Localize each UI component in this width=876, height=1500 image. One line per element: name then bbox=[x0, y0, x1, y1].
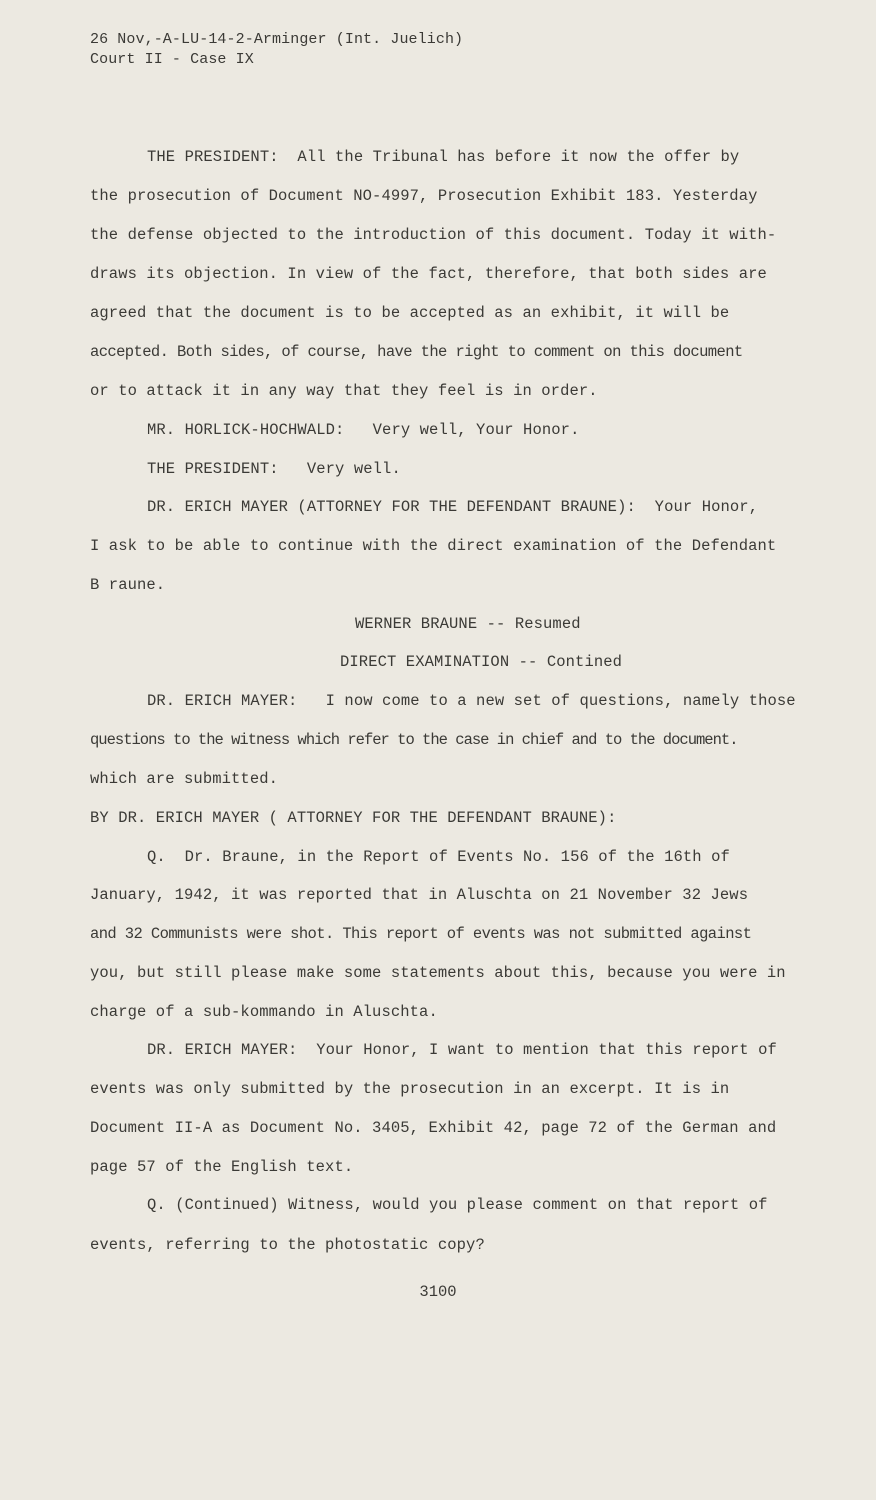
text-line: Q. (Continued) Witness, would you please comment on that report of bbox=[147, 1196, 768, 1214]
text-line: THE PRESIDENT: All the Tribunal has before it now the offer by bbox=[147, 148, 740, 166]
text-line: accepted. Both sides, of course, have the right to comment on this document bbox=[90, 343, 743, 361]
text-line: Document II-A as Document No. 3405, Exhibit 42, page 72 of the German and bbox=[90, 1119, 777, 1137]
text-line: or to attack it in any way that they feel is in order. bbox=[90, 382, 598, 400]
section-heading: WERNER BRAUNE -- Resumed bbox=[355, 615, 581, 633]
section-heading: DIRECT EXAMINATION -- Contined bbox=[340, 653, 623, 671]
text-line: charge of a sub-kommando in Aluschta. bbox=[90, 1003, 438, 1021]
header-line-2: Court II - Case IX bbox=[90, 51, 254, 68]
text-line: and 32 Communists were shot. This report of events was not submitted against bbox=[90, 925, 752, 943]
header-line-1: 26 Nov,-A-LU-14-2-Arminger (Int. Juelich) bbox=[90, 31, 464, 48]
text-line: DR. ERICH MAYER: I now come to a new set of questions, namely those bbox=[147, 692, 796, 710]
text-line: questions to the witness which refer to the case in chief and to the document. bbox=[90, 731, 738, 749]
text-line: draws its objection. In view of the fact, therefore, that both sides are bbox=[90, 265, 767, 283]
text-line: the prosecution of Document NO-4997, Prosecution Exhibit 183. Yesterday bbox=[90, 187, 758, 205]
text-line: Q. Dr. Braune, in the Report of Events No. 156 of the 16th of bbox=[147, 848, 730, 866]
text-line: events, referring to the photostatic copy? bbox=[90, 1236, 485, 1254]
text-line: B raune. bbox=[90, 576, 166, 594]
text-line: THE PRESIDENT: Very well. bbox=[147, 460, 401, 478]
text-line: which are submitted. bbox=[90, 770, 279, 788]
text-line: DR. ERICH MAYER: Your Honor, I want to mention that this report of bbox=[147, 1041, 777, 1059]
text-line: January, 1942, it was reported that in Aluschta on 21 November 32 Jews bbox=[90, 886, 749, 904]
text-line: MR. HORLICK-HOCHWALD: Very well, Your Honor. bbox=[147, 421, 580, 439]
text-line: you, but still please make some statements about this, because you were in bbox=[90, 964, 786, 982]
page-number: 3100 bbox=[419, 1283, 457, 1301]
text-line: the defense objected to the introduction of this document. Today it with- bbox=[90, 226, 777, 244]
text-line: events was only submitted by the prosecution in an excerpt. It is in bbox=[90, 1080, 730, 1098]
text-line: BY DR. ERICH MAYER ( ATTORNEY FOR THE DEFENDANT BRAUNE): bbox=[90, 809, 617, 827]
text-line: agreed that the document is to be accepted as an exhibit, it will be bbox=[90, 304, 730, 322]
text-line: DR. ERICH MAYER (ATTORNEY FOR THE DEFENDANT BRAUNE): Your Honor, bbox=[147, 498, 759, 516]
text-line: page 57 of the English text. bbox=[90, 1158, 354, 1176]
text-line: I ask to be able to continue with the direct examination of the Defendant bbox=[90, 537, 777, 555]
